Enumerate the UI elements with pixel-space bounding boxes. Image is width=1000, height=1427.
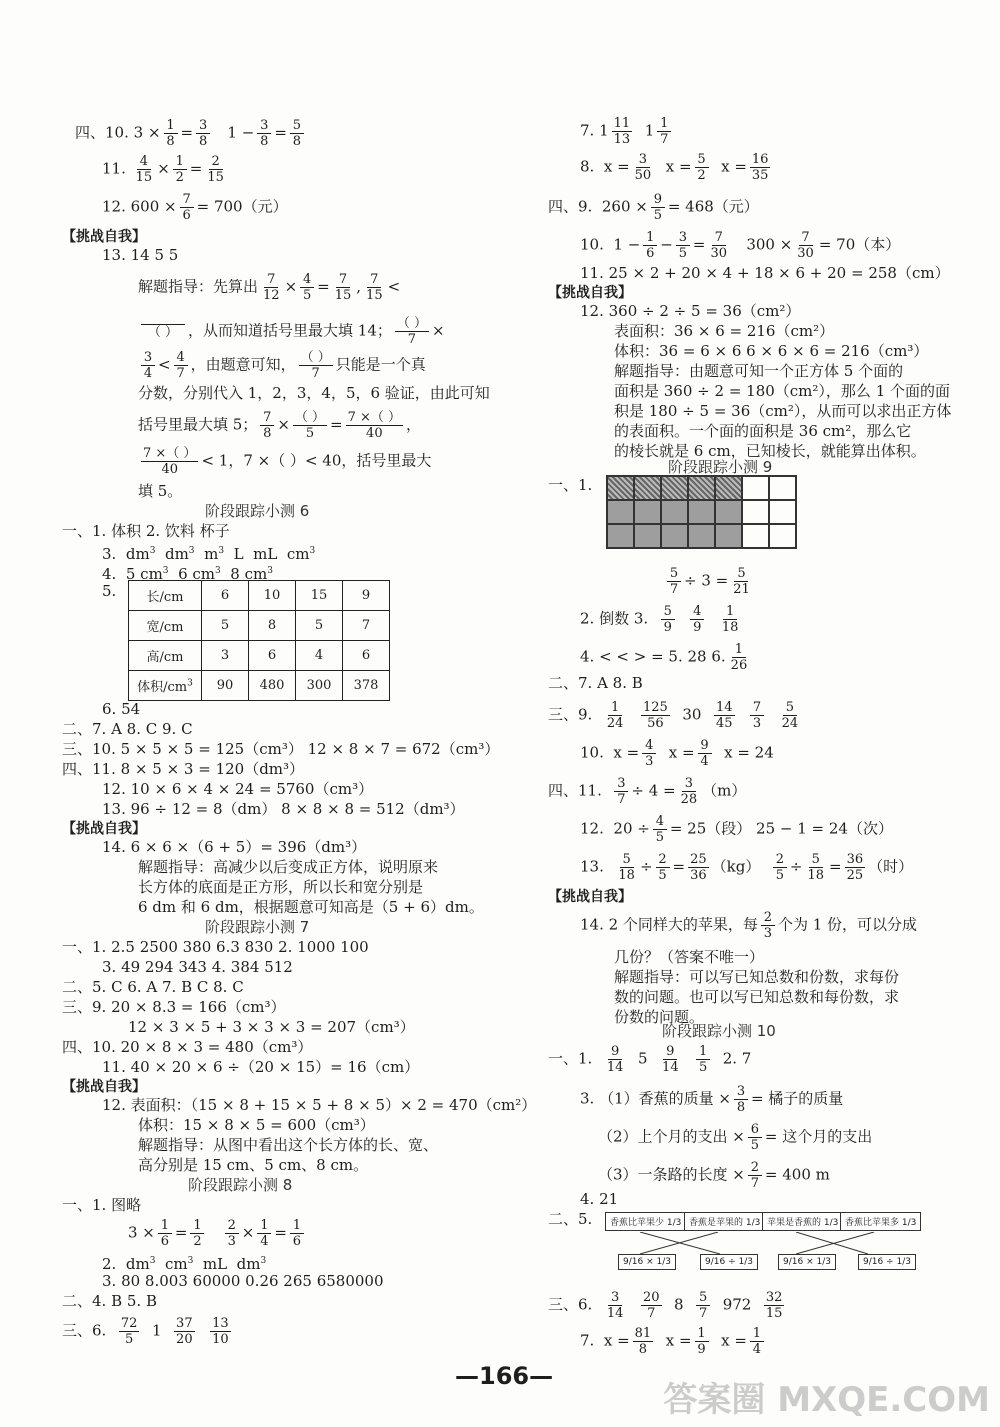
table-row: 体积$/cm^3$ 90 480 300 378 xyxy=(129,671,390,701)
s8-q1b: 3 × $\frac{1}{6}$ = $\frac{1}{2}$ $\frac{2}{3}$ × $\frac{1}{4}$ = $\frac{1}{6}$ xyxy=(128,1218,307,1249)
s9-q1b: $\frac{5}{7}$ ÷ 3 = $\frac{5}{21}$ xyxy=(664,566,755,597)
left-q13-hint2: （ ） ，从而知道括号里最大填 14； $\frac{( )}{7}$ × xyxy=(138,316,445,347)
s10-q4: 4. 21 xyxy=(580,1190,619,1208)
left-q13-hint6: $\frac{7 \times( )}{40}$ < 1，7 ×（ ）< 40，括号里最大 xyxy=(143,446,432,477)
r-q7: 7. 1 $\frac{11}{13}$ 1 $\frac{1}{7}$ xyxy=(580,116,674,147)
s9-q10: 10. x = $\frac{4}{3}$ x = $\frac{9}{4}$ x = 24 xyxy=(580,738,774,769)
s9-q14d: 份数的问题。 xyxy=(614,1008,705,1026)
match-box-bottom: 9/16 ÷ 1/3 xyxy=(700,1254,758,1270)
left-q13-hint3: $\frac{3}{4}$ < $\frac{4}{7}$ ，由题意可知， $\frac{( )}{7}$ 只能是一个真 xyxy=(138,350,426,381)
s6-q14-hint: 解题指导：高减少以后变成正方体，说明原来 xyxy=(138,858,439,876)
s7-q10: 四、10. 20 × 8 × 3 = 480（cm³） xyxy=(62,1038,313,1056)
match-box-top: 苹果是香蕉的 1/3 xyxy=(762,1212,843,1231)
match-lines xyxy=(600,1232,930,1254)
section-title-9: 阶段跟踪小测 9 xyxy=(668,458,773,476)
s6-q7: 二、7. A 8. C 9. C xyxy=(62,720,193,738)
s6-q4: 4. 5 $cm^3$ 6 $cm^3$ 8 $cm^3$ xyxy=(102,565,273,583)
r-q12b: 体积：36 = 6 × 6 6 × 6 × 6 = 216（cm³） xyxy=(614,342,929,360)
match-box-bottom: 9/16 × 1/3 xyxy=(778,1254,836,1270)
r-q12c: 解题指导：由题意可知一个正方体 5 个面的 xyxy=(614,362,904,380)
s7-q12c: 高分别是 15 cm、5 cm、8 cm。 xyxy=(138,1156,369,1174)
left-q13-hint4: 分数，分别代入 1，2，3，4，5，6 验证，由此可知 xyxy=(138,384,490,402)
left-q4-10: 四、10. 3 × $\frac{1}{8}$ = $\frac{3}{8}$ 1 − $\frac{3}{8}$ = $\frac{5}{8}$ xyxy=(75,118,307,149)
table-row: 长/cm 6 10 15 9 xyxy=(129,581,390,611)
s6-q5: 5. xyxy=(102,582,117,600)
s6-q11: 四、11. 8 × 5 × 3 = 120（dm³） xyxy=(62,760,305,778)
s7-q5: 二、5. C 6. A 7. B C 8. C xyxy=(62,978,244,996)
s9-q14a: 几份？（答案不唯一） xyxy=(614,948,765,966)
s6-q1: 一、1. 体积 2. 饮料 杯子 xyxy=(62,522,230,540)
s8-q3: 3. 80 8.003 60000 0.26 265 6580000 xyxy=(102,1272,384,1290)
s10-q5: 二、5. xyxy=(548,1210,593,1228)
page-number: —166— xyxy=(455,1362,554,1390)
section-title-7: 阶段跟踪小测 7 xyxy=(205,918,310,936)
s10-q3c: （3）一条路的长度 × $\frac{2}{7}$ = 400 m xyxy=(598,1160,830,1191)
r-q12g: 的棱长就是 6 cm，已知棱长，就能算出体积。 xyxy=(614,442,926,460)
s7-q3: 3. 49 294 343 4. 384 512 xyxy=(102,958,293,976)
section-title-8: 阶段跟踪小测 8 xyxy=(188,1176,293,1194)
r-q10: 10. 1 − $\frac{1}{6}$ − $\frac{3}{5}$ = $\frac{7}{30}$ 300 × $\frac{7}{30}$ = 70（本） xyxy=(580,230,901,261)
s6-q14-hint3: 6 dm 和 6 dm，根据题意可知高是（5 + 6）dm。 xyxy=(138,898,484,916)
left-q13-hint: 解题指导：先算出 $\frac{7}{12}$ × $\frac{4}{5}$ = $\frac{7}{15}$ , $\frac{7}{15}$ < xyxy=(138,272,401,303)
s8-q2: 2. $dm^3$ $cm^3$ mL $dm^3$ xyxy=(102,1255,267,1273)
section-title-6: 阶段跟踪小测 6 xyxy=(205,502,310,520)
s7-q11: 11. 40 × 20 × 6 ÷（20 × 15）= 16（cm） xyxy=(102,1058,420,1076)
r-q9: 四、9. 260 × $\frac{9}{5}$ = 468（元） xyxy=(548,192,759,223)
r-q12a: 表面积：36 × 6 = 216（cm²） xyxy=(614,322,835,340)
left-q11: 11. $\frac{4}{15}$ × $\frac{1}{2}$ = $\frac{2}{15}$ xyxy=(102,154,224,185)
s9-q1: 一、1. xyxy=(548,476,593,494)
s10-q6: 三、6. $\frac{3}{14}$ $\frac{20}{7}$ 8 $\frac{5}{7}$ 972 $\frac{32}{15}$ xyxy=(548,1290,783,1321)
s7-q9: 三、9. 20 × 8.3 = 166（cm³） xyxy=(62,998,286,1016)
left-q13: 13. 14 5 5 xyxy=(102,246,179,264)
s10-q3b: （2）上个月的支出 × $\frac{6}{5}$ = 这个月的支出 xyxy=(598,1122,873,1153)
s8-q4: 二、4. B 5. B xyxy=(62,1292,157,1310)
table-row: 宽/cm 5 8 5 7 xyxy=(129,611,390,641)
s7-q1: 一、1. 2.5 2500 380 6.3 830 2. 1000 100 xyxy=(62,938,369,956)
s6-q14: 14. 6 × 6 ×（6 + 5）= 396（dm³） xyxy=(102,838,367,856)
s6-q13: 13. 96 ÷ 12 = 8（dm） 8 × 8 × 8 = 512（dm³） xyxy=(102,800,465,818)
s6-q3: 3. $dm^3$ $dm^3$ $m^3$ L mL $cm^3$ xyxy=(102,545,316,563)
s8-q1: 一、1. 图略 xyxy=(62,1196,142,1214)
match-box-top: 香蕉是苹果的 1/3 xyxy=(684,1212,765,1231)
shaded-grid xyxy=(606,475,797,549)
s6-q14-hint2: 长方体的底面是正方形，所以长和宽分别是 xyxy=(138,878,424,896)
s10-q3: 3. （1）香蕉的质量 × $\frac{3}{8}$ = 橘子的质量 xyxy=(580,1084,844,1115)
challenge-header: 【挑战自我】 xyxy=(548,889,632,905)
s10-q7: 7. x = $\frac{81}{8}$ x = $\frac{1}{9}$ x = $\frac{1}{4}$ xyxy=(580,1326,767,1357)
s10-q1: 一、1. $\frac{9}{14}$ 5 $\frac{9}{14}$ $\frac{1}{5}$ 2. 7 xyxy=(548,1044,752,1075)
s9-q14b: 解题指导：可以写已知总数和份数，求每份 xyxy=(614,968,900,986)
volume-table xyxy=(128,580,390,701)
s6-q12: 12. 10 × 6 × 4 × 24 = 5760（cm³） xyxy=(102,780,374,798)
s9-q9: 三、9. $\frac{1}{24}$ $\frac{125}{56}$ 30 $\frac{14}{45}$ $\frac{7}{3}$ $\frac{5}{24}$ xyxy=(548,700,799,731)
section-title-10: 阶段跟踪小测 10 xyxy=(662,1022,776,1040)
challenge-header: 【挑战自我】 xyxy=(548,285,632,301)
match-box-bottom: 9/16 × 1/3 xyxy=(618,1254,676,1270)
s9-q2: 2. 倒数 3. $\frac{5}{9}$ $\frac{4}{9}$ $\frac{1}{18}$ xyxy=(580,604,739,635)
s9-q7: 二、7. A 8. B xyxy=(548,674,643,692)
r-q12: 12. 360 ÷ 2 ÷ 5 = 36（cm²） xyxy=(580,302,801,320)
s6-q6: 6. 54 xyxy=(102,700,141,718)
s9-q14: 14. 2 个同样大的苹果，每 $\frac{2}{3}$ 个为 1 份，可以分成 xyxy=(580,910,918,941)
watermark: 答案圈 MXQE.COM xyxy=(663,1380,990,1420)
challenge-header: 【挑战自我】 xyxy=(62,1079,146,1095)
table-row: 高/cm 3 6 4 6 xyxy=(129,641,390,671)
match-box-bottom: 9/16 ÷ 1/3 xyxy=(858,1254,916,1270)
s8-q6: 三、6. $\frac{72}{5}$ 1 $\frac{37}{20}$ $\frac{13}{10}$ xyxy=(62,1316,229,1347)
s9-q12: 12. 20 ÷ $\frac{4}{5}$ = 25（段） 25 − 1 = 24（次） xyxy=(580,814,893,845)
s7-q12: 12. 表面积：（15 × 8 + 15 × 5 + 8 × 5）× 2 = 470（cm²） xyxy=(102,1096,537,1114)
r-q8: 8. x = $\frac{3}{50}$ x = $\frac{5}{2}$ x = $\frac{16}{35}$ xyxy=(580,152,769,183)
s9-q14c: 数的问题。也可以写已知总数和每份数，求 xyxy=(614,988,900,1006)
s7-q12b: 解题指导：从图中看出这个长方体的长、宽、 xyxy=(138,1136,439,1154)
s9-q13: 13. $\frac{5}{18}$ ÷ $\frac{2}{5}$ = $\frac{25}{36}$ （kg） $\frac{2}{5}$ ÷ $\frac{5}{18}$ = $\frac{36}{25}$ （时） xyxy=(580,852,914,883)
left-q13-hint5: 括号里最大填 5； $\frac{7}{8}$ × $\frac{( )}{5}$ = $\frac{7 \times( )}{40}$ ， xyxy=(138,410,422,441)
s9-q4: 4. < < > = 5. 28 6. $\frac{1}{26}$ xyxy=(580,642,748,673)
match-box-top: 香蕉比苹果少 1/3 xyxy=(605,1212,686,1231)
left-q12: 12. 600 × $\frac{7}{6}$ = 700（元） xyxy=(102,192,288,223)
left-q13-hint7: 填 5。 xyxy=(138,482,183,500)
match-box-top: 香蕉比苹果多 1/3 xyxy=(840,1212,921,1231)
s9-q11: 四、11. $\frac{3}{7}$ ÷ 4 = $\frac{3}{28}$ （m） xyxy=(548,776,747,807)
r-q11: 11. 25 × 2 + 20 × 4 + 18 × 6 + 20 = 258（cm） xyxy=(580,264,950,282)
s7-q12a: 体积：15 × 8 × 5 = 600（cm³） xyxy=(138,1116,375,1134)
fraction: $\frac{1}{8}$ xyxy=(164,118,178,149)
r-q12f: 的表面积。一个面的面积是 36 cm²，那么它 xyxy=(614,422,912,440)
s6-q10: 三、10. 5 × 5 × 5 = 125（cm³） 12 × 8 × 7 = 672（cm³） xyxy=(62,740,500,758)
challenge-header: 【挑战自我】 xyxy=(62,229,146,245)
r-q12d: 面积是 360 ÷ 2 = 180（cm²），那么 1 个面的面 xyxy=(614,382,950,400)
s7-q9b: 12 × 3 × 5 + 3 × 3 × 3 = 207（cm³） xyxy=(128,1018,415,1036)
r-q12e: 积是 180 ÷ 5 = 36（cm²），从而可以求出正方体 xyxy=(614,402,952,420)
challenge-header: 【挑战自我】 xyxy=(62,821,146,837)
